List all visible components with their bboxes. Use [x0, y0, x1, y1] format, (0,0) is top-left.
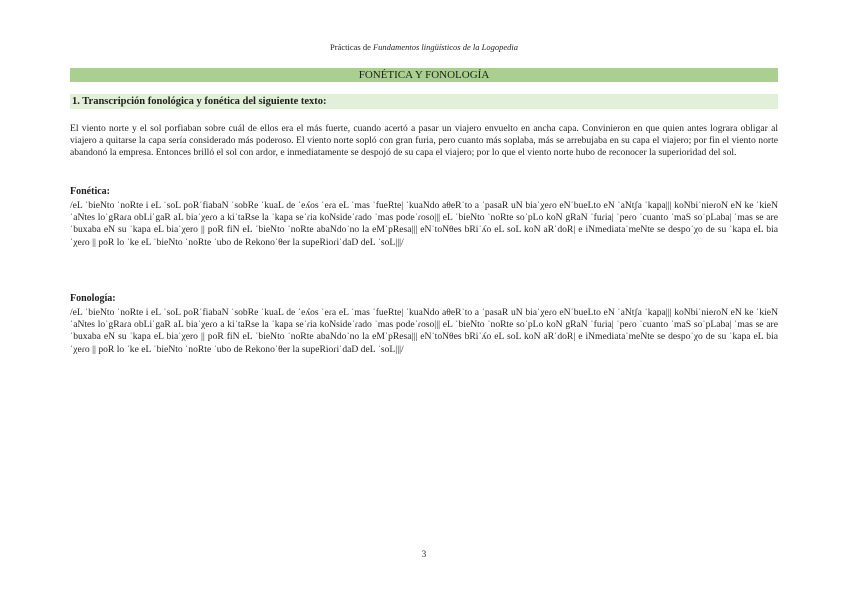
- fonologia-label: Fonología:: [70, 293, 116, 304]
- fonetica-label: Fonética:: [70, 186, 110, 197]
- fonologia-text: /eL ˈbieNto ˈnoRte i eL ˈsoL poRˈfiabaN ˈsobRe ˈkuaL de ˈeʎos ˈeɾa eL ˈmas ˈfueRte| ˈkuaNdo aθeRˈto a ˈpasaR uN biaˈχeɾo eNˈbueLto eN ˈaNtʃa ˈkapa||| koNbiˈnieɾoN eN ke ˈkieN ˈaNtes loˈgRaɾa obLiˈgaR aL biaˈχeɾo a kiˈtaRse la ˈkapa seˈɾia koNsideˈɾado ˈmas podeˈɾoso||| eL ˈbieNto ˈnoRte soˈpLo koN gRaN ˈfuɾia| ˈpeɾo ˈcuanto ˈmaS soˈpLaba| ˈmas se areˈbuxaba eN su ˈkapa eL biaˈχero || poR fiN eL ˈbieNto ˈnoRte abaNdoˈno la eMˈpResa||| eNˈtoNθes bRiˈʎo eL soL koN aRˈdoR| e iNmediataˈmeNte se despoˈχo de su ˈkapa eL biaˈχeɾo || poR lo ˈke eL ˈbieNto ˈnoRte ˈubo de Rekonoˈθer la supeRioɾiˈdaD deL ˈsoL|||/: [70, 307, 778, 355]
- header-course-title: Fundamentos lingüísticos de la Logopedia: [372, 42, 518, 52]
- original-text: El viento norte y el sol porfiaban sobre cuál de ellos era el más fuerte, cuando acertó a pasar un viajero envuelto en ancha capa. Convinieron en que quien antes lograra obligar al viajero a quitarse la capa sería considerado más poderoso. El viento norte sopló con gran furia, pero cuanto más soplaba, más se arrebujaba en su capa el viajero; por fin el viento norte abandonó la empresa. Entonces brilló el sol con ardor, e inmediatamente se despojó de su capa el viajero; por lo que el viento norte hubo de reconocer la superioridad del sol.: [70, 123, 778, 159]
- page-header: [0, 42, 848, 52]
- header-prefix: Prácticas de: [330, 42, 373, 52]
- question-heading: 1. Transcripción fonológica y fonética del siguiente texto:: [70, 94, 778, 109]
- original-text-block: [70, 123, 778, 160]
- fonetica-transcription: [70, 200, 778, 249]
- page-number: 3: [421, 549, 427, 559]
- fonologia-transcription: [70, 307, 778, 356]
- section-title: FONÉTICA Y FONOLOGÍA: [70, 68, 778, 82]
- fonetica-text: /eL ˈbieNto ˈnoRte i eL ˈsoL poRˈfiabaN ˈsobRe ˈkuaL de ˈeʎos ˈeɾa eL ˈmas ˈfueRte| ˈkuaNdo aθeRˈto a ˈpasaR uN biaˈχeɾo eNˈbueLto eN ˈaNtʃa ˈkapa||| koNbiˈnieɾoN eN ke ˈkieN ˈaNtes loˈgRaɾa obLiˈgaR aL biaˈχeɾo a kiˈtaRse la ˈkapa seˈɾia koNsideˈɾado ˈmas podeˈɾoso||| eL ˈbieNto ˈnoRte soˈpLo koN gRaN ˈfuɾia| ˈpeɾo ˈcuanto ˈmaS soˈpLaba| ˈmas se areˈbuxaba eN su ˈkapa eL biaˈχero || poR fiN eL ˈbieNto ˈnoRte abaNdoˈno la eMˈpResa||| eNˈtoNθes bRiˈʎo eL soL koN aRˈdoR| e iNmediataˈmeNte se despoˈχo de su ˈkapa eL biaˈχeɾo || poR lo ˈke eL ˈbieNto ˈnoRte ˈubo de Rekonoˈθer la supeRioɾiˈdaD deL ˈsoL|||/: [70, 200, 778, 248]
